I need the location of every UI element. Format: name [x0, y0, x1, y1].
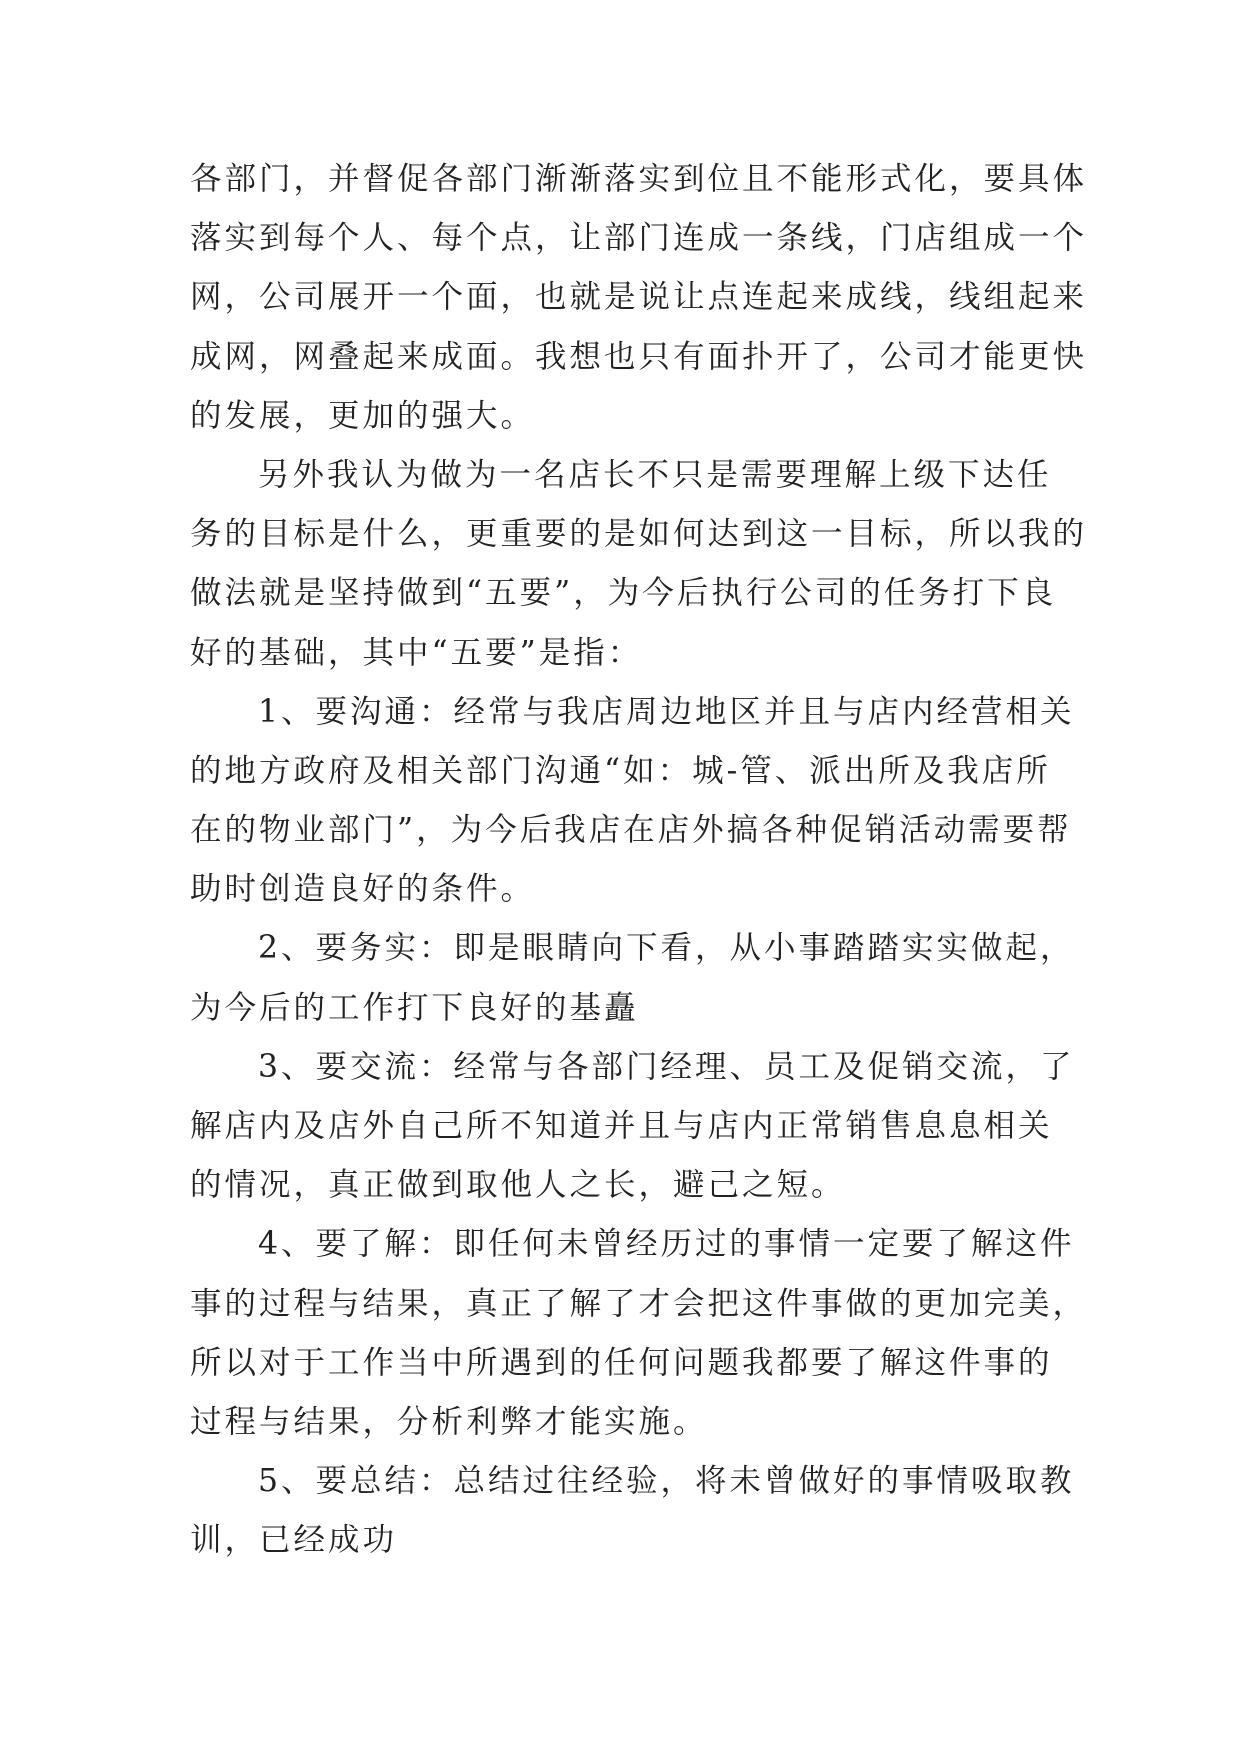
- text-line: 所以对于工作当中所遇到的任何问题我都要了解这件事的: [190, 1344, 1053, 1381]
- text-line: 为今后的工作打下良好的基矗: [190, 989, 639, 1026]
- paragraph-first-line: 2、要务实：即是眼睛向下看，从小事踏踏实实做起，: [258, 930, 1075, 967]
- text-line: 落实到每个人、每个点，让部门连成一条线，门店组成一个: [190, 220, 1088, 257]
- paragraph-first-line: 另外我认为做为一名店长不只是需要理解上级下达任: [258, 456, 1052, 493]
- paragraph-first-line: 5、要总结：总结过往经验，将未曾做好的事情吸取教: [258, 1463, 1075, 1500]
- text-line: 各部门，并督促各部门渐渐落实到位且不能形式化，要具体: [190, 161, 1088, 197]
- text-line: 网，公司展开一个面，也就是说让点连起来成线，线组起来: [190, 279, 1088, 316]
- text-line: 的地方政府及相关部门沟通“如：城-管、派出所及我店所: [190, 752, 1051, 789]
- paragraph-first-line: 4、要了解：即任何未曾经历过的事情一定要了解这件: [258, 1226, 1075, 1263]
- text-line: 事的过程与结果，真正了解了才会把这件事做的更加完美，: [190, 1285, 1088, 1322]
- text-line: 的情况，真正做到取他人之长，避己之短。: [190, 1167, 846, 1204]
- text-line: 训，已经成功: [190, 1522, 398, 1559]
- text-line: 做法就是坚持做到“五要”，为今后执行公司的任务打下良: [190, 575, 1057, 612]
- text-line: 过程与结果，分析利弊才能实施。: [190, 1403, 708, 1440]
- body-text: [190, 150, 1088, 1571]
- text-line: 在的物业部门”，为今后我店在店外搞各种促销活动需要帮: [190, 812, 1072, 849]
- text-line: 好的基础，其中“五要”是指：: [190, 634, 643, 671]
- text-line: 的发展，更加的强大。: [190, 397, 536, 434]
- paragraph-first-line: 3、要交流：经常与各部门经理、员工及促销交流，了: [258, 1048, 1075, 1085]
- text-line: 务的目标是什么，更重要的是如何达到这一目标，所以我的: [190, 516, 1088, 553]
- text-line: 解店内及店外自己所不知道并且与店内正常销售息息相关: [190, 1108, 1053, 1144]
- text-line: 成网，网叠起来成面。我想也只有面扑开了，公司才能更快: [190, 338, 1088, 375]
- text-line: 助时创造良好的条件。: [190, 871, 536, 908]
- paragraph-first-line: 1、要沟通：经常与我店周边地区并且与店内经营相关: [258, 693, 1075, 730]
